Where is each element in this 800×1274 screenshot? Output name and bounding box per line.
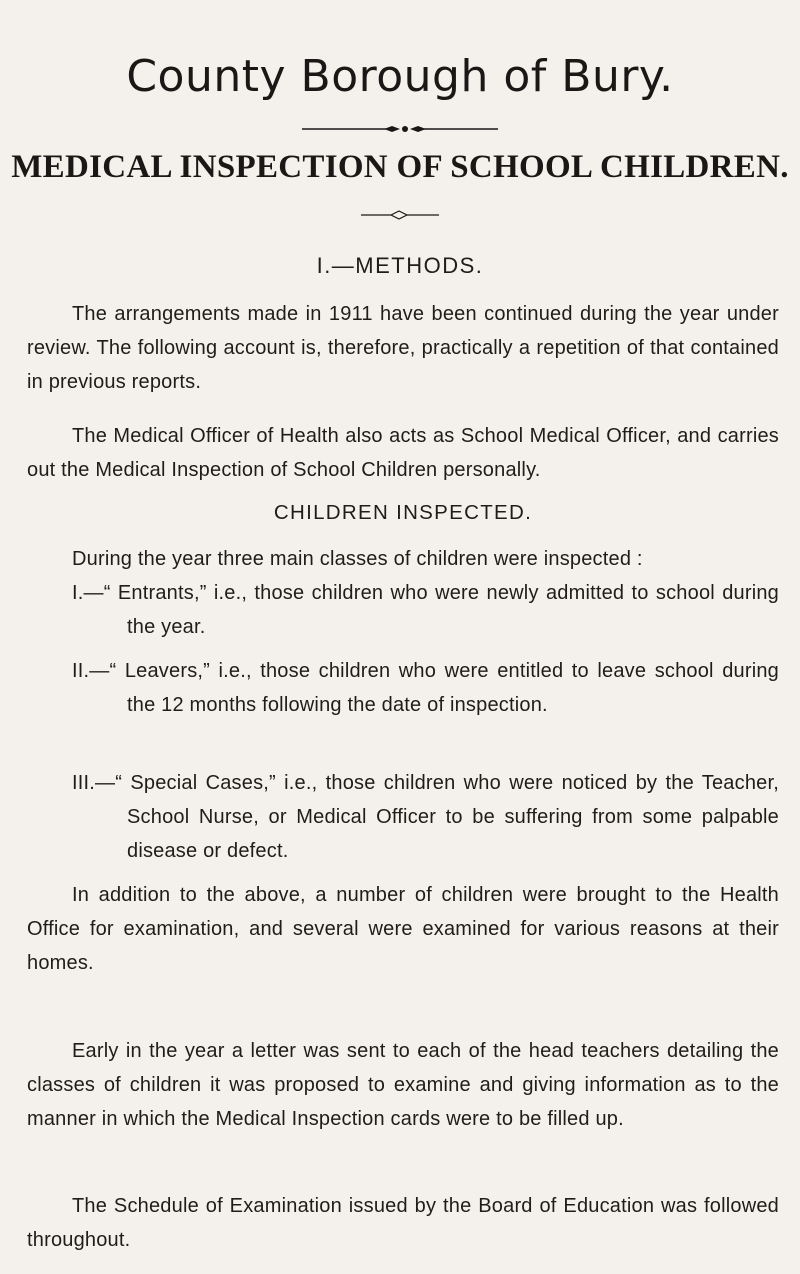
paragraph-addition [27,878,779,980]
paragraph-schedule [27,1189,779,1257]
paragraph-text: Early in the year a letter was sent to each of the head teachers detailing the classes of children it was proposed to examine and giving information as to the manner in which the Medical Inspection cards were to be filled up. [27,1040,779,1130]
class-list [27,654,779,722]
list-item [27,654,779,722]
paragraph-text: The Schedule of Examination issued by the Board of Education was followed throughout. [27,1195,779,1251]
paragraph-letter [27,1034,779,1136]
list-item [27,576,779,644]
classes-intro-block [27,542,779,576]
children-inspected-block [27,496,779,530]
paragraph-arrangements [27,297,779,399]
paragraph-medical-officer [27,419,779,487]
class-list [27,766,779,868]
document-title: County Borough of Bury. [126,51,674,102]
children-inspected-heading: CHILDREN INSPECTED. [273,501,533,524]
document-subtitle: MEDICAL INSPECTION OF SCHOOL CHILDREN. [11,149,789,185]
class-description: —“ Leavers,” i.e., those children who were entitled to leave school during the 12 months following the date of inspection. [89,660,779,716]
class-list [27,576,779,644]
ornamental-rule-icon [302,122,498,136]
list-item [27,766,779,868]
paragraph-text: In addition to the above, a number of children were brought to the Health Office for examination, and several were examined for various reasons at their homes. [27,884,779,974]
section-heading: I.—METHODS. [316,253,484,278]
classes-intro-text: During the year three main classes of children were inspected : [72,548,643,570]
class-description: —“ Entrants,” i.e., those children who were newly admitted to school during the year. [83,582,779,638]
diamond-rule-icon [361,208,439,222]
class-description: —“ Special Cases,” i.e., those children who were noticed by the Teacher, School Nurse, or Medical Officer to be suffering from some palpable disease or defect. [95,772,779,862]
class-numeral: III. [72,772,96,794]
paragraph-text: The Medical Officer of Health also acts as School Medical Officer, and carries out the Medical Inspection of School Children personally. [27,425,779,481]
paragraph-text: The arrangements made in 1911 have been continued during the year under review. The following account is, therefore, practically a repetition of that contained in previous reports. [27,303,779,393]
class-numeral: II. [72,660,90,682]
class-numeral: I. [72,582,84,604]
